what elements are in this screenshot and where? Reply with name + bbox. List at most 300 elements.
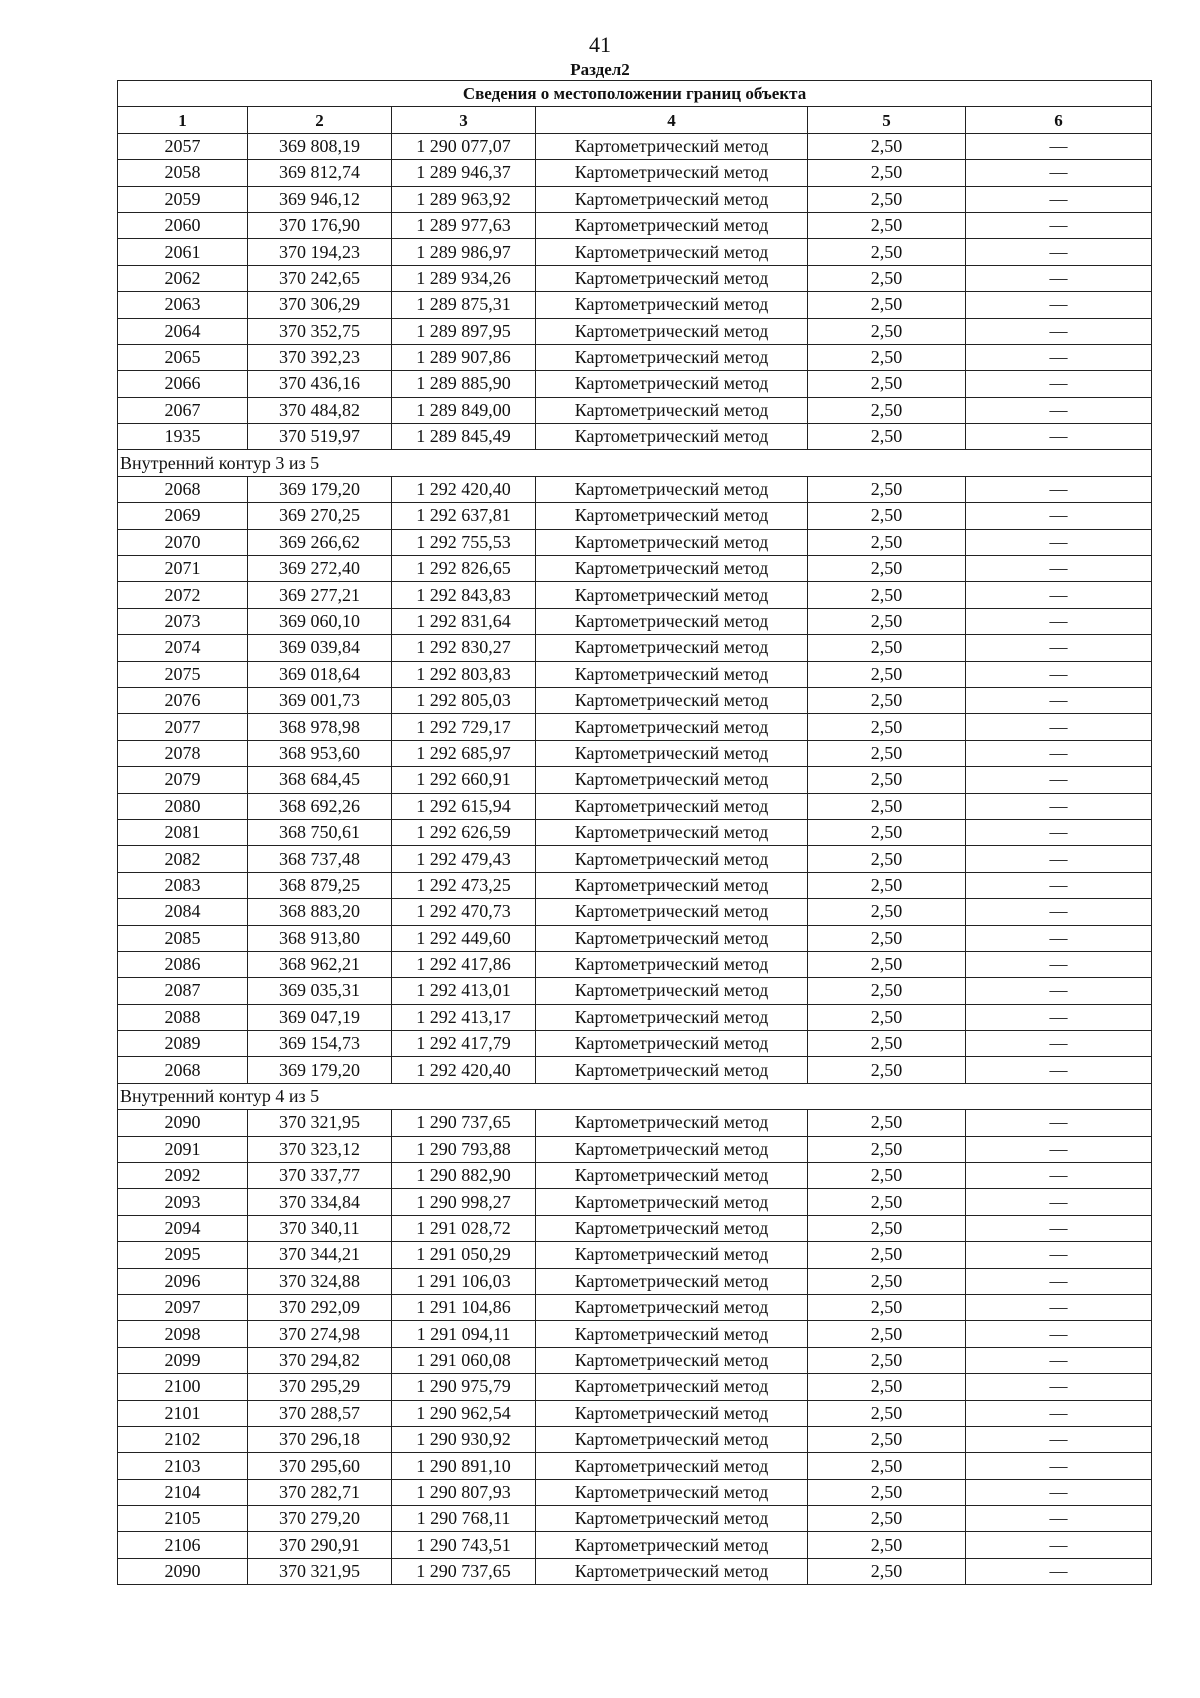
method-cell: Картометрический метод	[536, 687, 808, 713]
point-number-cell: 2091	[118, 1136, 248, 1162]
method-cell: Картометрический метод	[536, 582, 808, 608]
method-cell: Картометрический метод	[536, 1347, 808, 1373]
method-cell: Картометрический метод	[536, 925, 808, 951]
x-coordinate-cell: 370 296,18	[248, 1426, 392, 1452]
table-row	[118, 1558, 1152, 1584]
x-coordinate-cell: 369 272,40	[248, 556, 392, 582]
accuracy-cell: 2,50	[808, 1453, 966, 1479]
table-row	[118, 635, 1152, 661]
method-cell: Картометрический метод	[536, 476, 808, 502]
method-cell: Картометрический метод	[536, 1110, 808, 1136]
point-number-cell: 2089	[118, 1031, 248, 1057]
x-coordinate-cell: 370 344,21	[248, 1242, 392, 1268]
point-number-cell: 2092	[118, 1163, 248, 1189]
method-cell: Картометрический метод	[536, 318, 808, 344]
table-row	[118, 740, 1152, 766]
point-number-cell: 2094	[118, 1215, 248, 1241]
point-number-cell: 2078	[118, 740, 248, 766]
point-number-cell: 2058	[118, 160, 248, 186]
table-row	[118, 265, 1152, 291]
y-coordinate-cell: 1 292 637,81	[392, 503, 536, 529]
table-row	[118, 925, 1152, 951]
accuracy-cell: 2,50	[808, 1268, 966, 1294]
y-coordinate-cell: 1 290 743,51	[392, 1532, 536, 1558]
description-cell: —	[966, 1163, 1152, 1189]
x-coordinate-cell: 370 295,60	[248, 1453, 392, 1479]
y-coordinate-cell: 1 291 050,29	[392, 1242, 536, 1268]
point-number-cell: 2093	[118, 1189, 248, 1215]
table-row	[118, 239, 1152, 265]
point-number-cell: 2074	[118, 635, 248, 661]
x-coordinate-cell: 370 288,57	[248, 1400, 392, 1426]
method-cell: Картометрический метод	[536, 846, 808, 872]
table-row	[118, 371, 1152, 397]
x-coordinate-cell: 370 321,95	[248, 1110, 392, 1136]
table-row	[118, 1506, 1152, 1532]
table-row	[118, 608, 1152, 634]
x-coordinate-cell: 368 750,61	[248, 819, 392, 845]
y-coordinate-cell: 1 289 885,90	[392, 371, 536, 397]
method-cell: Картометрический метод	[536, 740, 808, 766]
table-head	[118, 81, 1152, 134]
description-cell: —	[966, 1400, 1152, 1426]
point-number-cell: 2101	[118, 1400, 248, 1426]
description-cell: —	[966, 160, 1152, 186]
accuracy-cell: 2,50	[808, 1374, 966, 1400]
y-coordinate-cell: 1 292 470,73	[392, 899, 536, 925]
description-cell: —	[966, 1426, 1152, 1452]
accuracy-cell: 2,50	[808, 503, 966, 529]
y-coordinate-cell: 1 292 615,94	[392, 793, 536, 819]
y-coordinate-cell: 1 292 830,27	[392, 635, 536, 661]
y-coordinate-cell: 1 291 106,03	[392, 1268, 536, 1294]
table-row	[118, 1110, 1152, 1136]
accuracy-cell: 2,50	[808, 424, 966, 450]
table-row	[118, 872, 1152, 898]
accuracy-cell: 2,50	[808, 1321, 966, 1347]
y-coordinate-cell: 1 290 962,54	[392, 1400, 536, 1426]
point-number-cell: 2080	[118, 793, 248, 819]
table-row	[118, 556, 1152, 582]
contour-label: Внутренний контур 4 из 5	[118, 1083, 1152, 1109]
column-header: 4	[536, 107, 808, 133]
method-cell: Картометрический метод	[536, 292, 808, 318]
point-number-cell: 2068	[118, 476, 248, 502]
table-row	[118, 1532, 1152, 1558]
accuracy-cell: 2,50	[808, 793, 966, 819]
y-coordinate-cell: 1 292 420,40	[392, 1057, 536, 1083]
table-row	[118, 793, 1152, 819]
point-number-cell: 2095	[118, 1242, 248, 1268]
description-cell: —	[966, 133, 1152, 159]
y-coordinate-cell: 1 290 998,27	[392, 1189, 536, 1215]
accuracy-cell: 2,50	[808, 1004, 966, 1030]
method-cell: Картометрический метод	[536, 1532, 808, 1558]
method-cell: Картометрический метод	[536, 1242, 808, 1268]
method-cell: Картометрический метод	[536, 1506, 808, 1532]
x-coordinate-cell: 369 018,64	[248, 661, 392, 687]
description-cell: —	[966, 1031, 1152, 1057]
point-number-cell: 2087	[118, 978, 248, 1004]
point-number-cell: 2098	[118, 1321, 248, 1347]
y-coordinate-cell: 1 289 963,92	[392, 186, 536, 212]
accuracy-cell: 2,50	[808, 476, 966, 502]
accuracy-cell: 2,50	[808, 397, 966, 423]
accuracy-cell: 2,50	[808, 978, 966, 1004]
accuracy-cell: 2,50	[808, 1136, 966, 1162]
y-coordinate-cell: 1 289 986,97	[392, 239, 536, 265]
y-coordinate-cell: 1 290 077,07	[392, 133, 536, 159]
description-cell: —	[966, 397, 1152, 423]
accuracy-cell: 2,50	[808, 1400, 966, 1426]
table-row	[118, 344, 1152, 370]
description-cell: —	[966, 819, 1152, 845]
x-coordinate-cell: 370 519,97	[248, 424, 392, 450]
y-coordinate-cell: 1 289 946,37	[392, 160, 536, 186]
description-cell: —	[966, 371, 1152, 397]
y-coordinate-cell: 1 292 479,43	[392, 846, 536, 872]
point-number-cell: 2065	[118, 344, 248, 370]
method-cell: Картометрический метод	[536, 1321, 808, 1347]
table-row	[118, 1294, 1152, 1320]
description-cell: —	[966, 503, 1152, 529]
accuracy-cell: 2,50	[808, 371, 966, 397]
x-coordinate-cell: 370 274,98	[248, 1321, 392, 1347]
point-number-cell: 2068	[118, 1057, 248, 1083]
description-cell: —	[966, 1374, 1152, 1400]
x-coordinate-cell: 369 277,21	[248, 582, 392, 608]
accuracy-cell: 2,50	[808, 212, 966, 238]
y-coordinate-cell: 1 289 849,00	[392, 397, 536, 423]
description-cell: —	[966, 265, 1152, 291]
accuracy-cell: 2,50	[808, 1506, 966, 1532]
table-body	[118, 133, 1152, 1584]
point-number-cell: 2059	[118, 186, 248, 212]
page-number: 41	[589, 32, 611, 57]
y-coordinate-cell: 1 289 977,63	[392, 212, 536, 238]
y-coordinate-cell: 1 290 975,79	[392, 1374, 536, 1400]
accuracy-cell: 2,50	[808, 1189, 966, 1215]
method-cell: Картометрический метод	[536, 1294, 808, 1320]
contour-label-row	[118, 450, 1152, 476]
point-number-cell: 2090	[118, 1110, 248, 1136]
method-cell: Картометрический метод	[536, 265, 808, 291]
x-coordinate-cell: 369 946,12	[248, 186, 392, 212]
point-number-cell: 2075	[118, 661, 248, 687]
x-coordinate-cell: 370 279,20	[248, 1506, 392, 1532]
description-cell: —	[966, 212, 1152, 238]
method-cell: Картометрический метод	[536, 556, 808, 582]
table-row	[118, 186, 1152, 212]
accuracy-cell: 2,50	[808, 872, 966, 898]
y-coordinate-cell: 1 289 897,95	[392, 318, 536, 344]
point-number-cell: 2104	[118, 1479, 248, 1505]
method-cell: Картометрический метод	[536, 1479, 808, 1505]
accuracy-cell: 2,50	[808, 687, 966, 713]
x-coordinate-cell: 370 436,16	[248, 371, 392, 397]
point-number-cell: 2086	[118, 951, 248, 977]
y-coordinate-cell: 1 292 420,40	[392, 476, 536, 502]
description-cell: —	[966, 872, 1152, 898]
point-number-cell: 2070	[118, 529, 248, 555]
point-number-cell: 2106	[118, 1532, 248, 1558]
x-coordinate-cell: 369 812,74	[248, 160, 392, 186]
accuracy-cell: 2,50	[808, 1426, 966, 1452]
accuracy-cell: 2,50	[808, 846, 966, 872]
accuracy-cell: 2,50	[808, 1558, 966, 1584]
x-coordinate-cell: 370 194,23	[248, 239, 392, 265]
point-number-cell: 2066	[118, 371, 248, 397]
accuracy-cell: 2,50	[808, 186, 966, 212]
y-coordinate-cell: 1 290 891,10	[392, 1453, 536, 1479]
method-cell: Картометрический метод	[536, 344, 808, 370]
y-coordinate-cell: 1 291 060,08	[392, 1347, 536, 1373]
x-coordinate-cell: 368 913,80	[248, 925, 392, 951]
method-cell: Картометрический метод	[536, 1558, 808, 1584]
x-coordinate-cell: 370 352,75	[248, 318, 392, 344]
description-cell: —	[966, 951, 1152, 977]
y-coordinate-cell: 1 290 807,93	[392, 1479, 536, 1505]
description-cell: —	[966, 1004, 1152, 1030]
boundary-coordinates-table	[117, 80, 1152, 1585]
x-coordinate-cell: 370 294,82	[248, 1347, 392, 1373]
method-cell: Картометрический метод	[536, 978, 808, 1004]
point-number-cell: 2071	[118, 556, 248, 582]
accuracy-cell: 2,50	[808, 1031, 966, 1057]
table-row	[118, 767, 1152, 793]
description-cell: —	[966, 1057, 1152, 1083]
accuracy-cell: 2,50	[808, 160, 966, 186]
table-row	[118, 978, 1152, 1004]
description-cell: —	[966, 424, 1152, 450]
contour-label: Внутренний контур 3 из 5	[118, 450, 1152, 476]
method-cell: Картометрический метод	[536, 1374, 808, 1400]
point-number-cell: 2100	[118, 1374, 248, 1400]
x-coordinate-cell: 368 684,45	[248, 767, 392, 793]
x-coordinate-cell: 370 282,71	[248, 1479, 392, 1505]
method-cell: Картометрический метод	[536, 239, 808, 265]
method-cell: Картометрический метод	[536, 371, 808, 397]
table-row	[118, 397, 1152, 423]
method-cell: Картометрический метод	[536, 872, 808, 898]
point-number-cell: 2084	[118, 899, 248, 925]
accuracy-cell: 2,50	[808, 1294, 966, 1320]
column-header: 5	[808, 107, 966, 133]
accuracy-cell: 2,50	[808, 608, 966, 634]
x-coordinate-cell: 369 039,84	[248, 635, 392, 661]
y-coordinate-cell: 1 291 094,11	[392, 1321, 536, 1347]
y-coordinate-cell: 1 292 626,59	[392, 819, 536, 845]
table-row	[118, 476, 1152, 502]
x-coordinate-cell: 369 270,25	[248, 503, 392, 529]
accuracy-cell: 2,50	[808, 740, 966, 766]
x-coordinate-cell: 370 306,29	[248, 292, 392, 318]
accuracy-cell: 2,50	[808, 1532, 966, 1558]
point-number-cell: 2082	[118, 846, 248, 872]
accuracy-cell: 2,50	[808, 1347, 966, 1373]
x-coordinate-cell: 369 179,20	[248, 476, 392, 502]
x-coordinate-cell: 369 060,10	[248, 608, 392, 634]
table-row	[118, 1400, 1152, 1426]
table-row	[118, 687, 1152, 713]
point-number-cell: 2103	[118, 1453, 248, 1479]
method-cell: Картометрический метод	[536, 529, 808, 555]
description-cell: —	[966, 556, 1152, 582]
method-cell: Картометрический метод	[536, 1189, 808, 1215]
method-cell: Картометрический метод	[536, 1215, 808, 1241]
column-header: 6	[966, 107, 1152, 133]
x-coordinate-cell: 370 340,11	[248, 1215, 392, 1241]
accuracy-cell: 2,50	[808, 1057, 966, 1083]
description-cell: —	[966, 687, 1152, 713]
y-coordinate-cell: 1 290 768,11	[392, 1506, 536, 1532]
description-cell: —	[966, 292, 1152, 318]
y-coordinate-cell: 1 292 805,03	[392, 687, 536, 713]
method-cell: Картометрический метод	[536, 661, 808, 687]
accuracy-cell: 2,50	[808, 661, 966, 687]
x-coordinate-cell: 369 047,19	[248, 1004, 392, 1030]
description-cell: —	[966, 582, 1152, 608]
y-coordinate-cell: 1 292 826,65	[392, 556, 536, 582]
method-cell: Картометрический метод	[536, 133, 808, 159]
y-coordinate-cell: 1 292 685,97	[392, 740, 536, 766]
description-cell: —	[966, 1558, 1152, 1584]
x-coordinate-cell: 369 001,73	[248, 687, 392, 713]
description-cell: —	[966, 239, 1152, 265]
point-number-cell: 2081	[118, 819, 248, 845]
point-number-cell: 2083	[118, 872, 248, 898]
y-coordinate-cell: 1 292 660,91	[392, 767, 536, 793]
accuracy-cell: 2,50	[808, 1242, 966, 1268]
y-coordinate-cell: 1 290 882,90	[392, 1163, 536, 1189]
accuracy-cell: 2,50	[808, 899, 966, 925]
section-title: Раздел2	[570, 60, 630, 79]
x-coordinate-cell: 370 176,90	[248, 212, 392, 238]
method-cell: Картометрический метод	[536, 503, 808, 529]
accuracy-cell: 2,50	[808, 582, 966, 608]
method-cell: Картометрический метод	[536, 1163, 808, 1189]
description-cell: —	[966, 1321, 1152, 1347]
table-row	[118, 714, 1152, 740]
description-cell: —	[966, 1136, 1152, 1162]
column-header: 2	[248, 107, 392, 133]
description-cell: —	[966, 714, 1152, 740]
description-cell: —	[966, 318, 1152, 344]
table-row	[118, 1426, 1152, 1452]
description-cell: —	[966, 846, 1152, 872]
accuracy-cell: 2,50	[808, 344, 966, 370]
method-cell: Картометрический метод	[536, 951, 808, 977]
method-cell: Картометрический метод	[536, 767, 808, 793]
y-coordinate-cell: 1 289 845,49	[392, 424, 536, 450]
description-cell: —	[966, 1189, 1152, 1215]
x-coordinate-cell: 369 154,73	[248, 1031, 392, 1057]
table-row	[118, 160, 1152, 186]
accuracy-cell: 2,50	[808, 951, 966, 977]
table-caption-row	[118, 81, 1152, 107]
description-cell: —	[966, 635, 1152, 661]
point-number-cell: 2062	[118, 265, 248, 291]
table-row	[118, 318, 1152, 344]
x-coordinate-cell: 370 484,82	[248, 397, 392, 423]
accuracy-cell: 2,50	[808, 1110, 966, 1136]
table-row	[118, 1163, 1152, 1189]
description-cell: —	[966, 1215, 1152, 1241]
table-row	[118, 1057, 1152, 1083]
x-coordinate-cell: 368 737,48	[248, 846, 392, 872]
method-cell: Картометрический метод	[536, 1268, 808, 1294]
method-cell: Картометрический метод	[536, 1136, 808, 1162]
method-cell: Картометрический метод	[536, 793, 808, 819]
y-coordinate-cell: 1 292 729,17	[392, 714, 536, 740]
accuracy-cell: 2,50	[808, 1215, 966, 1241]
x-coordinate-cell: 369 035,31	[248, 978, 392, 1004]
table-row	[118, 1189, 1152, 1215]
description-cell: —	[966, 1268, 1152, 1294]
point-number-cell: 2105	[118, 1506, 248, 1532]
x-coordinate-cell: 369 266,62	[248, 529, 392, 555]
accuracy-cell: 2,50	[808, 529, 966, 555]
description-cell: —	[966, 1294, 1152, 1320]
accuracy-cell: 2,50	[808, 714, 966, 740]
description-cell: —	[966, 1347, 1152, 1373]
x-coordinate-cell: 368 879,25	[248, 872, 392, 898]
table-caption: Сведения о местоположении границ объекта	[118, 81, 1152, 107]
point-number-cell: 2072	[118, 582, 248, 608]
method-cell: Картометрический метод	[536, 1004, 808, 1030]
table-row	[118, 1374, 1152, 1400]
y-coordinate-cell: 1 292 417,79	[392, 1031, 536, 1057]
accuracy-cell: 2,50	[808, 133, 966, 159]
point-number-cell: 2079	[118, 767, 248, 793]
x-coordinate-cell: 368 692,26	[248, 793, 392, 819]
point-number-cell: 2069	[118, 503, 248, 529]
x-coordinate-cell: 369 808,19	[248, 133, 392, 159]
method-cell: Картометрический метод	[536, 899, 808, 925]
table-row	[118, 1031, 1152, 1057]
description-cell: —	[966, 978, 1152, 1004]
description-cell: —	[966, 476, 1152, 502]
accuracy-cell: 2,50	[808, 1479, 966, 1505]
x-coordinate-cell: 368 883,20	[248, 899, 392, 925]
point-number-cell: 2099	[118, 1347, 248, 1373]
description-cell: —	[966, 529, 1152, 555]
accuracy-cell: 2,50	[808, 265, 966, 291]
y-coordinate-cell: 1 292 413,01	[392, 978, 536, 1004]
table-row	[118, 899, 1152, 925]
point-number-cell: 1935	[118, 424, 248, 450]
y-coordinate-cell: 1 289 875,31	[392, 292, 536, 318]
x-coordinate-cell: 370 290,91	[248, 1532, 392, 1558]
y-coordinate-cell: 1 290 793,88	[392, 1136, 536, 1162]
table-row	[118, 819, 1152, 845]
description-cell: —	[966, 1479, 1152, 1505]
table-row	[118, 133, 1152, 159]
table-row	[118, 1268, 1152, 1294]
description-cell: —	[966, 344, 1152, 370]
method-cell: Картометрический метод	[536, 714, 808, 740]
point-number-cell: 2090	[118, 1558, 248, 1584]
y-coordinate-cell: 1 292 417,86	[392, 951, 536, 977]
y-coordinate-cell: 1 291 028,72	[392, 1215, 536, 1241]
y-coordinate-cell: 1 292 473,25	[392, 872, 536, 898]
accuracy-cell: 2,50	[808, 635, 966, 661]
x-coordinate-cell: 368 962,21	[248, 951, 392, 977]
method-cell: Картометрический метод	[536, 212, 808, 238]
table-row	[118, 424, 1152, 450]
contour-label-row	[118, 1083, 1152, 1109]
y-coordinate-cell: 1 290 737,65	[392, 1558, 536, 1584]
